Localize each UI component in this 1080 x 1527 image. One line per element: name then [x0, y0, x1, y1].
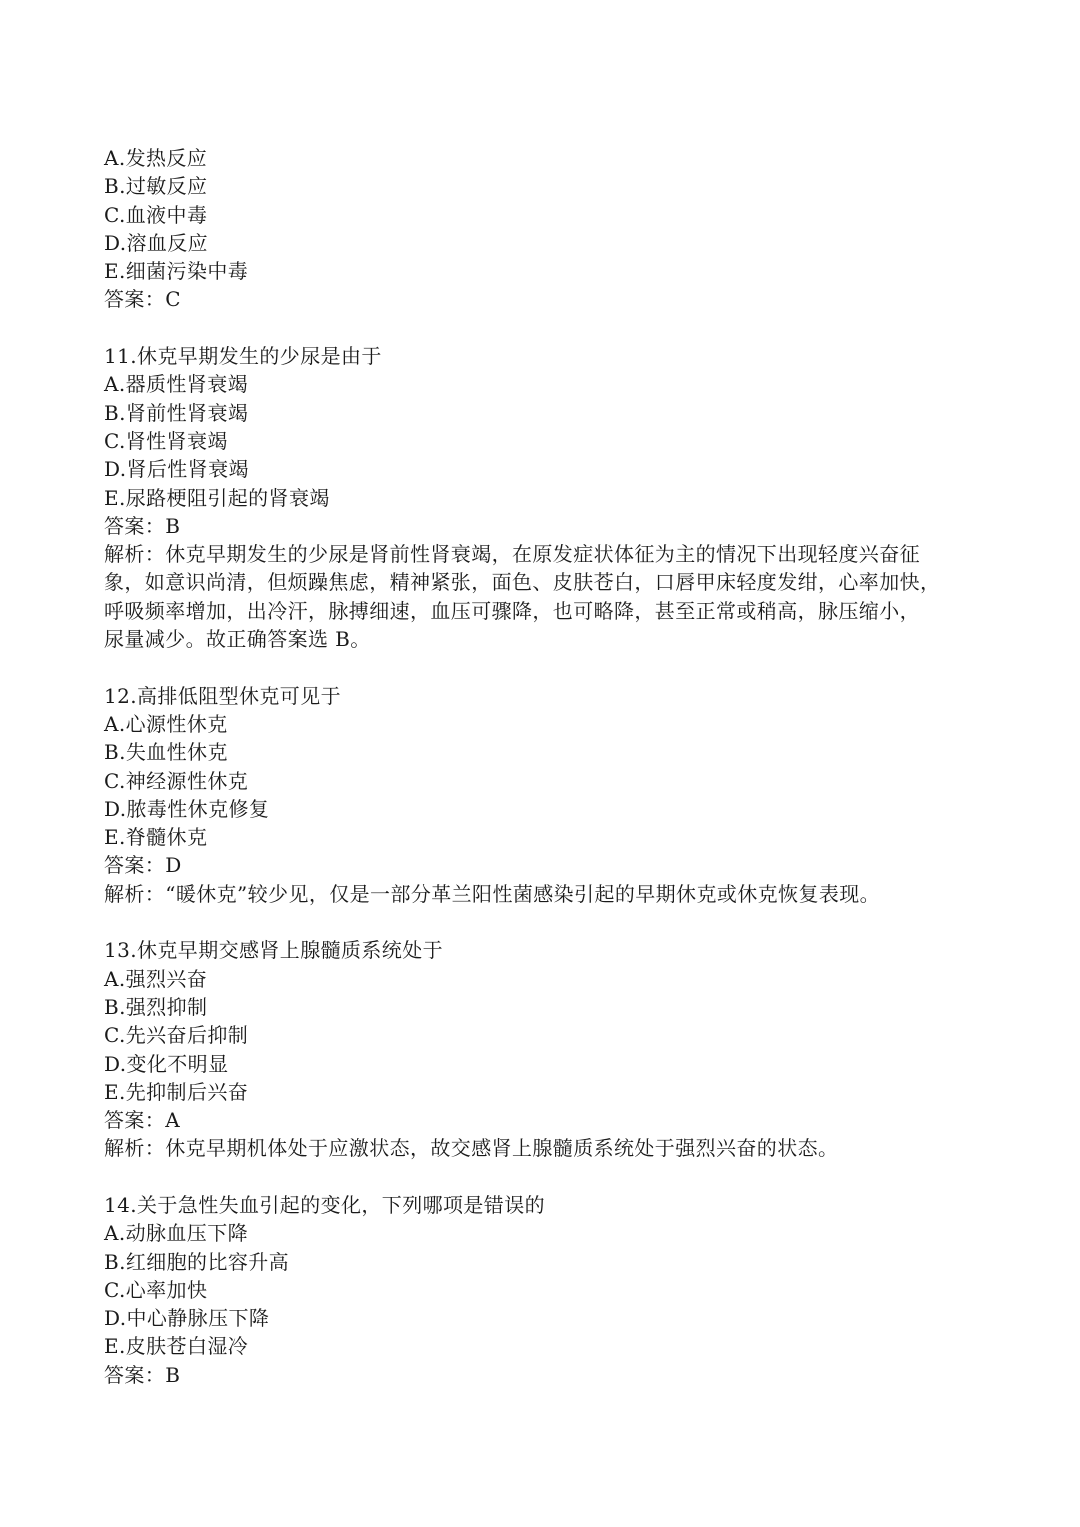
answer: 答案：D [104, 853, 182, 878]
analysis: 解析：“暖休克”较少见，仅是一部分革兰阳性菌感染引起的早期休克或休克恢复表现。 [104, 881, 881, 906]
analysis-line: 象，如意识尚清，但烦躁焦虑，精神紧张，面色、皮肤苍白，口唇甲床轻度发绀，心率加快， [104, 570, 941, 595]
option-e: E.先抑制后兴奋 [104, 1079, 249, 1104]
question-text: 11.休克早期发生的少尿是由于 [104, 344, 382, 369]
option-a: A.动脉血压下降 [104, 1221, 249, 1246]
option-c: C.肾性肾衰竭 [104, 428, 228, 453]
option-d: D.肾后性肾衰竭 [104, 457, 249, 482]
option-b: B.肾前性肾衰竭 [104, 400, 249, 425]
option-c: C.血液中毒 [104, 202, 208, 227]
option-d: D.变化不明显 [104, 1051, 229, 1076]
option-b: B.过敏反应 [104, 174, 208, 199]
option-b: B.红细胞的比容升高 [104, 1249, 290, 1274]
spacer [104, 314, 984, 342]
option-a: A.发热反应 [104, 146, 208, 170]
answer: 答案：C [104, 287, 181, 312]
spacer [104, 653, 984, 681]
option-e: E.细菌污染中毒 [104, 259, 249, 284]
option-e: E.尿路梗阻引起的肾衰竭 [104, 485, 330, 510]
option-e: E.脊髓休克 [104, 825, 208, 850]
question-block-13 [104, 936, 984, 1162]
answer: 答案：A [104, 1108, 181, 1133]
analysis-line: 解析：休克早期发生的少尿是肾前性肾衰竭，在原发症状体征为主的情况下出现轻度兴奋征 [104, 542, 920, 567]
analysis-line: 尿量减少。故正确答案选 B。 [104, 627, 371, 652]
option-c: C.先兴奋后抑制 [104, 1023, 249, 1048]
answer: 答案：B [104, 1362, 181, 1387]
question-text: 13.休克早期交感肾上腺髓质系统处于 [104, 938, 444, 963]
option-c: C.神经源性休克 [104, 768, 249, 793]
option-d: D.脓毒性休克修复 [104, 796, 270, 821]
option-c: C.心率加快 [104, 1277, 208, 1302]
option-e: E.皮肤苍白湿冷 [104, 1334, 249, 1359]
option-d: D.溶血反应 [104, 230, 209, 255]
option-a: A.器质性肾衰竭 [104, 372, 249, 397]
question-block-10 [104, 144, 984, 314]
analysis-line: 呼吸频率增加，出冷汗，脉搏细速，血压可骤降，也可略降，甚至正常或稍高，脉压缩小， [104, 598, 920, 623]
answer: 答案：B [104, 513, 181, 538]
question-text: 12.高排低阻型休克可见于 [104, 683, 342, 708]
option-d: D.中心静脉压下降 [104, 1306, 270, 1331]
option-a: A.心源性休克 [104, 711, 228, 736]
spacer [104, 1163, 984, 1191]
option-b: B.失血性休克 [104, 740, 228, 765]
question-block-11 [104, 342, 984, 653]
option-a: A.强烈兴奋 [104, 966, 208, 991]
analysis: 解析：休克早期机体处于应激状态，故交感肾上腺髓质系统处于强烈兴奋的状态。 [104, 1136, 839, 1161]
option-b: B.强烈抑制 [104, 994, 208, 1019]
question-block-12 [104, 682, 984, 908]
document-page [104, 144, 984, 1389]
question-block-14 [104, 1191, 984, 1389]
question-text: 14.关于急性失血引起的变化，下列哪项是错误的 [104, 1192, 546, 1217]
spacer [104, 908, 984, 936]
